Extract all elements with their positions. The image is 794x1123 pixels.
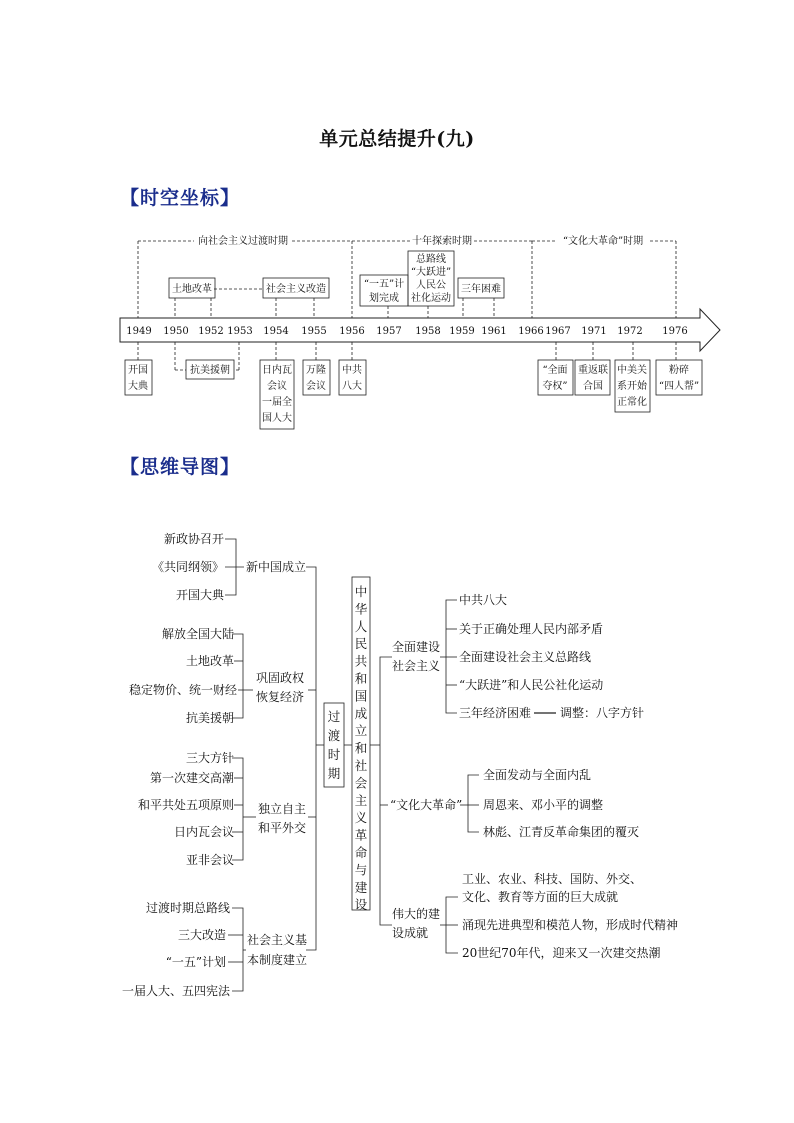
year-label: 1972: [617, 326, 643, 337]
mm-system-label-l1: 社会主义基: [247, 933, 308, 947]
event-leap-l2: “大跃进”: [410, 267, 452, 278]
mm-diplomacy-label-l1: 独立自主: [258, 802, 307, 816]
event-us-l2: 系开始: [617, 381, 647, 392]
mm-transition-char: 过: [327, 709, 341, 724]
mm-construction-label-l2: 社会主义: [392, 659, 441, 673]
mm-cultural-revolution-item: 全面发动与全面内乱: [483, 768, 592, 782]
event-korea: 抗美援朝: [190, 365, 230, 376]
mm-achievements-item: 涌现先进典型和模范人物，形成时代精神: [462, 918, 679, 932]
event-first-plan-l2: 划完成: [369, 293, 399, 304]
mm-construction-item: 关于正确处理人民内部矛盾: [459, 622, 604, 636]
mm-center-vertical: [355, 584, 368, 912]
mm-center-char: 命: [354, 845, 368, 860]
mm-center-char: 主: [354, 792, 368, 808]
mm-diplomacy-item: 日内瓦会议: [173, 825, 234, 839]
mm-consolidate-item: 土地改革: [185, 654, 234, 668]
event-founding-l1: 开国: [128, 365, 148, 376]
period-brackets: [138, 241, 676, 370]
year-label: 1976: [662, 326, 688, 337]
mm-diplomacy-item: 和平共处五项原则: [137, 798, 234, 812]
event-gang-l1: 粉碎: [669, 365, 689, 376]
event-founding-l2: 大典: [128, 381, 148, 392]
event-bandung-l1: 万隆: [306, 365, 326, 376]
mm-cultural-revolution-item: 林彪、江青反革命集团的覆灭: [483, 825, 640, 839]
mm-consolidate-item: 抗美援朝: [185, 711, 234, 725]
event-un-l1: 重返联: [578, 365, 608, 376]
mm-center-char: 建: [354, 879, 368, 895]
year-label: 1952: [198, 326, 224, 337]
mm-consolidate-label-l1: 巩固政权: [256, 671, 305, 685]
mm-achievements-label-l1: 伟大的建: [392, 907, 441, 921]
mm-achievements-label-l2: 设成就: [392, 926, 429, 940]
mm-center-char: 和: [354, 671, 368, 686]
mm-achievements-item: 20世纪70年代，迎来又一次建交热潮: [462, 946, 661, 960]
year-label: 1958: [415, 326, 441, 337]
event-first-plan-l1: “一五”计: [363, 279, 405, 290]
mm-construction-item: “大跃进”和人民公社化运动: [459, 678, 604, 692]
mm-founding-item: 《共同纲领》: [151, 560, 224, 574]
event-gang-l2: “四人帮”: [658, 381, 700, 392]
mm-system-item: “一五”计划: [165, 955, 226, 969]
year-label: 1967: [545, 326, 571, 337]
mm-founding-item: 开国大典: [175, 588, 224, 602]
mm-construction-adjust: 调整：八字方针: [560, 706, 645, 720]
event-land-reform: 土地改革: [172, 284, 212, 295]
mm-transition-vertical: [328, 709, 341, 781]
mm-center-char: 民: [354, 636, 368, 652]
mm-transition-char: 期: [327, 766, 341, 781]
year-label: 1953: [227, 326, 253, 337]
mm-achievements-item: 文化、教育等方面的巨大成就: [462, 890, 619, 904]
mm-center-char: 中: [354, 584, 368, 599]
event-seize-l1: “全面: [542, 365, 568, 376]
event-leap-l3: 人民公: [416, 280, 446, 291]
mm-system-label-l2: 本制度建立: [247, 953, 308, 967]
period-label-cultural-revolution: “文化大革命”时期: [562, 236, 644, 247]
mm-consolidate-label-l2: 恢复经济: [256, 690, 305, 704]
year-label: 1959: [449, 326, 475, 337]
mm-diplomacy-item: 第一次建交高潮: [149, 771, 234, 785]
event-socialist-transform: 社会主义改造: [266, 284, 326, 295]
event-seize-l2: 夺权”: [542, 381, 568, 392]
mm-center-char: 义: [354, 810, 368, 826]
section-heading-timeline: 【时空坐标】: [120, 187, 241, 209]
mm-center-char: 国: [354, 688, 368, 704]
event-us-l3: 正常化: [617, 397, 647, 408]
mm-system-item: 一届人大、五四宪法: [121, 984, 230, 998]
mm-transition-char: 渡: [327, 728, 341, 743]
mm-diplomacy-item: 亚非会议: [185, 853, 234, 867]
event-bandung-l2: 会议: [306, 381, 326, 392]
event-difficulty: 三年困难: [461, 284, 501, 295]
mm-construction-item: 全面建设社会主义总路线: [459, 650, 592, 664]
year-label: 1955: [301, 326, 327, 337]
year-label: 1957: [376, 326, 402, 337]
mm-construction-item: 三年经济困难: [459, 706, 532, 720]
year-label: 1956: [339, 326, 365, 337]
event-leap-l1: 总路线: [416, 254, 446, 265]
period-label-transition: 向社会主义过渡时期: [198, 236, 288, 247]
mm-center-char: 成: [354, 705, 368, 721]
event-leap-l4: 社化运动: [411, 293, 451, 304]
year-label: 1950: [163, 326, 189, 337]
mm-construction-label-l1: 全面建设: [392, 640, 441, 654]
mm-diplomacy-item: 三大方针: [185, 751, 234, 765]
mm-system-item: 三大改造: [177, 928, 226, 942]
mm-center-char: 社: [354, 758, 368, 773]
mm-diplomacy-label-l2: 和平外交: [258, 821, 307, 835]
mm-founding-item: 新政协召开: [163, 532, 224, 546]
mm-center-char: 设: [354, 897, 368, 913]
mm-center-char: 与: [354, 862, 368, 878]
mm-system-item: 过渡时期总路线: [145, 901, 230, 915]
year-label: 1961: [481, 326, 507, 337]
mm-founding-label: 新中国成立: [246, 560, 307, 574]
year-label: 1966: [518, 326, 544, 337]
year-label: 1954: [263, 326, 289, 337]
event-cpc8-l2: 八大: [342, 381, 362, 392]
event-geneva-l3: 一届全: [262, 397, 292, 408]
event-geneva-l2: 会议: [267, 381, 287, 392]
section-heading-mindmap: 【思维导图】: [120, 456, 241, 478]
mm-center-char: 革: [354, 827, 368, 843]
event-cpc8-l1: 中共: [342, 365, 362, 376]
mm-center-char: 会: [354, 775, 368, 791]
year-label: 1971: [581, 326, 607, 337]
mm-center-char: 立: [354, 723, 368, 739]
mm-cultural-revolution-label: “文化大革命”: [390, 798, 463, 812]
year-label: 1949: [126, 326, 152, 337]
mm-center-char: 华: [354, 601, 368, 617]
mm-center-char: 人: [354, 618, 368, 634]
page-title: 单元总结提升(九): [319, 128, 475, 150]
mm-center-char: 共: [354, 653, 368, 669]
mm-center-char: 和: [354, 740, 368, 756]
event-us-l1: 中美关: [617, 365, 647, 376]
mm-consolidate-item: 解放全国大陆: [161, 627, 234, 641]
event-geneva-l1: 日内瓦: [262, 365, 292, 376]
event-un-l2: 合国: [583, 381, 603, 392]
mm-achievements-item: 工业、农业、科技、国防、外交、: [462, 872, 643, 886]
period-label-exploration: 十年探索时期: [412, 236, 472, 247]
mm-cultural-revolution-item: 周恩来、邓小平的调整: [483, 798, 604, 812]
event-geneva-l4: 国人大: [262, 413, 292, 424]
mm-consolidate-item: 稳定物价、统一财经: [128, 683, 237, 697]
mm-transition-char: 时: [327, 747, 341, 762]
mm-construction-item: 中共八大: [459, 593, 508, 607]
